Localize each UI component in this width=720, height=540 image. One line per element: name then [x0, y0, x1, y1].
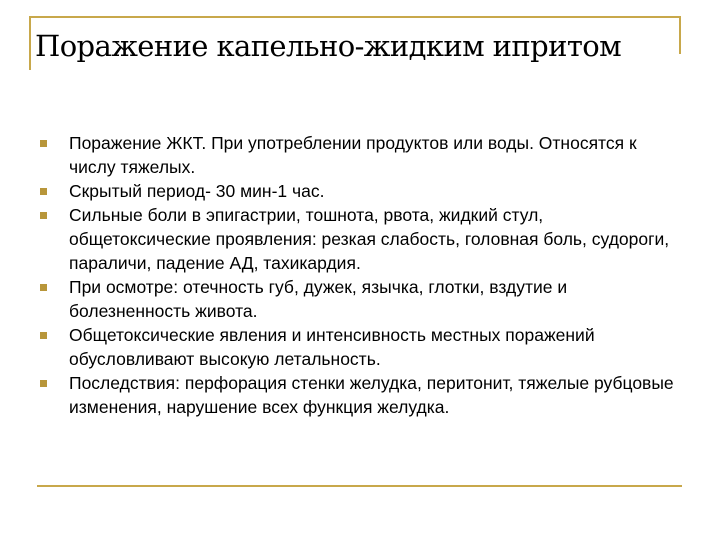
bullet-text: Сильные боли в эпигастрии, тошнота, рвота, жидкий стул, общетоксические проявления: резкая слабость, головная боль, судороги, параличи, падение АД, тахикардия.	[69, 205, 670, 273]
bullet-text: Последствия: перфорация стенки желудка, перитонит, тяжелые рубцовые изменения, нарушение всех функция желудка.	[69, 373, 674, 417]
frame-bottom-line	[37, 485, 682, 487]
square-bullet-icon	[40, 188, 47, 195]
square-bullet-icon	[40, 140, 47, 147]
bullet-item	[40, 371, 680, 419]
bullet-text: Общетоксические явления и интенсивность местных поражений обусловливают высокую летальность.	[69, 325, 595, 369]
bullet-item	[40, 203, 680, 275]
bullet-item	[40, 131, 680, 179]
bullet-item	[40, 275, 680, 323]
bullet-text: Поражение ЖКТ. При употреблении продуктов или воды. Относятся к числу тяжелых.	[69, 133, 637, 177]
square-bullet-icon	[40, 332, 47, 339]
slide-title: Поражение капельно-жидким ипритом	[35, 29, 622, 63]
square-bullet-icon	[40, 212, 47, 219]
bullet-text: Скрытый период- 30 мин-1 час.	[69, 181, 325, 201]
square-bullet-icon	[40, 284, 47, 291]
bullet-item	[40, 323, 680, 371]
frame-top-line	[29, 16, 680, 18]
frame-right-line	[679, 16, 681, 54]
square-bullet-icon	[40, 380, 47, 387]
bullet-text: При осмотре: отечность губ, дужек, язычка, глотки, вздутие и болезненность живота.	[69, 277, 568, 321]
bullet-item	[40, 179, 680, 203]
frame-left-line	[29, 16, 31, 70]
bullet-list	[40, 131, 680, 419]
